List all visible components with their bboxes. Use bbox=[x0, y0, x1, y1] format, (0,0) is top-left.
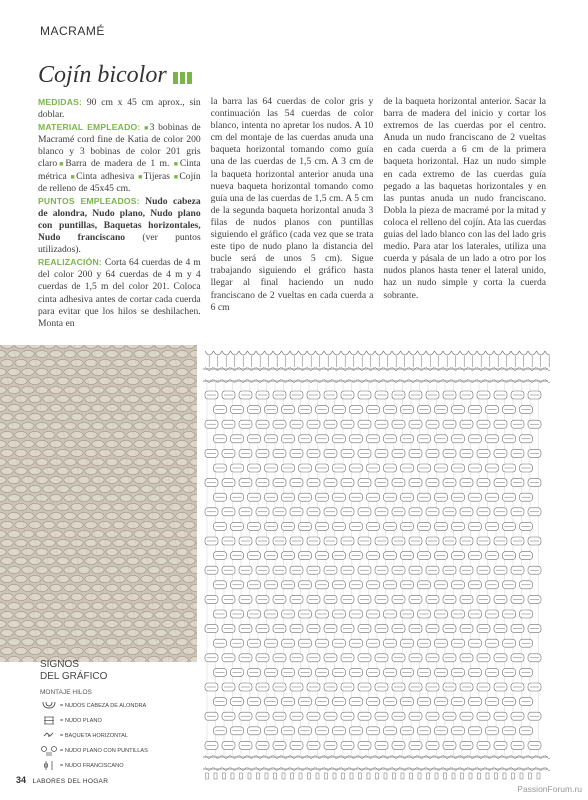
picot-knot-icon bbox=[40, 745, 58, 756]
legend-title bbox=[40, 659, 210, 683]
puntos-rest: (ver puntos utilizados). bbox=[38, 232, 201, 256]
medidas-text: 90 cm x 45 cm aprox., sin doblar. bbox=[38, 97, 201, 121]
column-1 bbox=[38, 96, 201, 330]
bullet-icon: ■ bbox=[138, 172, 144, 181]
legend-subtitle: MONTAJE HILOS bbox=[40, 689, 92, 696]
legend-label-franciscan-knot: = NUDO FRANCISCANO bbox=[60, 762, 124, 769]
legend-item-lark-head bbox=[40, 700, 210, 711]
realizacion-label: REALIZACIÓN: bbox=[38, 257, 102, 268]
legend-item-square-knot bbox=[40, 715, 210, 726]
legend-label-horizontal-bar: = BAQUETA HORIZONTAL bbox=[60, 732, 129, 739]
material-3: Cinta métrica bbox=[38, 158, 201, 182]
title-ornament-icon bbox=[173, 72, 192, 84]
bullet-icon: ■ bbox=[173, 172, 180, 181]
macrame-photo-image bbox=[0, 345, 197, 662]
legend-label-picot-knot: = NUDO PLANO CON PUNTILLAS bbox=[60, 747, 148, 754]
realizacion-text: Corta 64 cuerdas de 4 m del color 200 y 64 cuerdas de 4 m y 4 cuerdas de 1,5 m del color 201. Coloca cinta adhesiva antes de cortar cada cuerda para evitar que los hilos se deshilachen. Monta en bbox=[38, 257, 201, 329]
bullet-icon: ■ bbox=[144, 124, 150, 133]
material-5: Tijeras bbox=[143, 170, 170, 182]
legend-item-franciscan-knot bbox=[40, 760, 210, 771]
material-2: Barra de madera de 1 m. bbox=[65, 158, 170, 170]
material-4: Cinta adhesiva bbox=[76, 170, 135, 182]
square-knot-icon bbox=[40, 715, 58, 726]
material-label: MATERIAL EMPLEADO: bbox=[38, 122, 141, 133]
legend-title-line1: SIGNOS bbox=[40, 659, 79, 670]
legend-label-square-knot: = NUDO PLANO bbox=[60, 717, 102, 724]
bullet-icon: ■ bbox=[173, 160, 180, 169]
puntos-paragraph bbox=[38, 195, 201, 256]
section-label: MACRAMÉ bbox=[40, 24, 105, 38]
legend-item-horizontal-bar bbox=[40, 730, 210, 741]
material-1: 3 bobinas de Macramé cord fine de Katia de color 200 blanco y 3 bobinas de color 201 gris claro bbox=[38, 122, 201, 170]
macrame-photo bbox=[0, 345, 197, 662]
medidas-paragraph bbox=[38, 96, 201, 121]
page-number: 34 bbox=[16, 775, 27, 785]
lark-head-icon bbox=[40, 700, 58, 711]
body-columns bbox=[38, 96, 546, 330]
medidas-label: MEDIDAS: bbox=[38, 97, 83, 107]
legend bbox=[40, 659, 210, 771]
material-6: Cojín de relleno de 45x45 cm. bbox=[38, 170, 201, 194]
legend-title-line2: DEL GRÁFICO bbox=[40, 671, 108, 682]
knot-diagram bbox=[201, 345, 550, 782]
puntos-bold: Nudo cabeza de alondra, Nudo plano, Nudo plano con puntillas, Baquetas horizontales, Nudo franciscano bbox=[38, 195, 201, 244]
column-2-text: la barra las 64 cuerdas de color gris y continuación las 54 cuerdas de color blanco, intenta no apretar los nudos. A 10 cm del montaje de las cuerdas anuda una baqueta horizontal tomando como guía una de las cuerdas de 1,5 cm. A 3 cm de la baqueta horizontal anterior anuda una nueva baqueta horizontal tomando como guía una de las cuerdas de 1,5 cm. A 5 cm de la segunda baqueta horizontal anuda 3 filas de nudos planos con puntillas siguiendo el gráfico (cada vez que se trata este tipo de nudo plano la distancia del bucle será de unos 5 cm). Sigue trabajando siguiendo el gráfico hasta llegar al final haciendo un nudo franciscano de 2 vueltas en cada cuerda a 6 cm bbox=[210, 96, 374, 313]
horizontal-bar-icon bbox=[40, 730, 58, 741]
puntos-label: PUNTOS EMPLEADOS: bbox=[38, 195, 140, 206]
column-3-text: de la baqueta horizontal anterior. Sacar la barra de madera del inicio y cortar los extremos de las cuerdas por el centro. Anuda un nudo franciscano de 2 vueltas en cada cuerda a 6 cm de la primera baqueta horizontal. Haz un nudo simple en cada extremo de las cuerdas guía pegado a las baquetas horizontales y en las puntas anuda un nudo franciscano. Dobla la pieza de macramé por la mitad y coloca el relleno del cojín. Ata las cuerdas guías del lado blanco con las del lado gris medio. Para atar los laterales, utiliza una cuerda y pásala de un lado a otro por los nudos planos hasta tener el lateral unido, haz un nudo simple y corta la cuerda sobrante. bbox=[383, 96, 547, 301]
bullet-icon: ■ bbox=[57, 160, 66, 169]
franciscan-knot-icon bbox=[40, 760, 58, 771]
legend-item-picot-knot bbox=[40, 745, 210, 756]
column-3 bbox=[383, 96, 546, 330]
watermark: PassionForum.ru bbox=[517, 784, 582, 794]
title-row bbox=[38, 62, 192, 89]
page-title: Cojín bicolor bbox=[38, 62, 167, 88]
page-footer bbox=[16, 775, 108, 785]
bullet-icon: ■ bbox=[70, 172, 77, 181]
magazine-name: LABORES DEL HOGAR bbox=[32, 778, 109, 785]
realizacion-paragraph bbox=[38, 256, 201, 330]
material-paragraph bbox=[38, 121, 201, 195]
column-2 bbox=[211, 96, 374, 330]
legend-label-lark-head: = NUDOS CABEZA DE ALONDRA bbox=[60, 702, 147, 709]
